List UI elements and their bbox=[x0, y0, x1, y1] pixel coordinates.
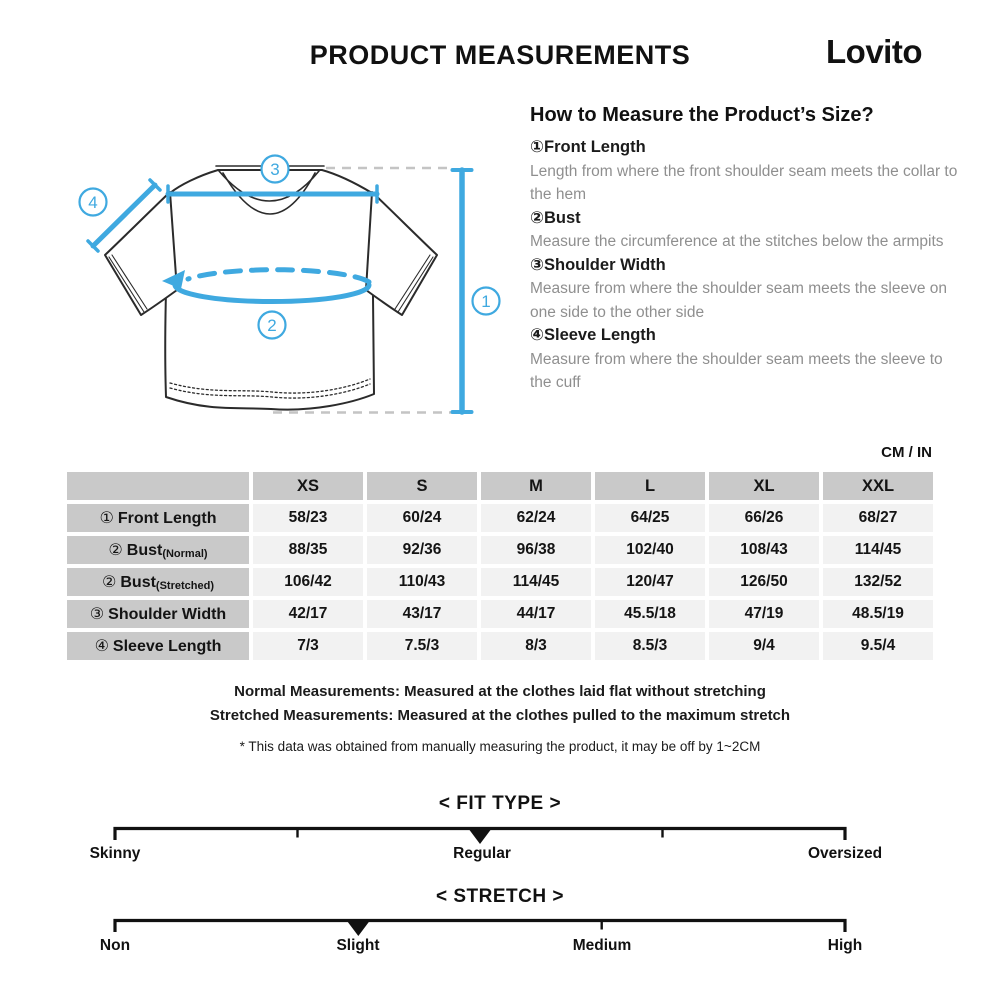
page-title: PRODUCT MEASUREMENTS bbox=[309, 40, 691, 70]
cell-value: 48.5/19 bbox=[823, 600, 933, 628]
stretch-marker bbox=[346, 920, 370, 936]
row-number: ② bbox=[108, 542, 123, 559]
callout-number-bust: 2 bbox=[267, 316, 277, 335]
cell-value: 88/35 bbox=[253, 536, 363, 564]
item-number: ① bbox=[530, 138, 544, 156]
row-number: ② bbox=[102, 574, 117, 591]
cell-value: 64/25 bbox=[595, 504, 705, 532]
cell-value: 120/47 bbox=[595, 568, 705, 596]
stretch-label-high: High bbox=[827, 937, 863, 954]
row-label: Shoulder Width bbox=[108, 606, 227, 623]
callout-number-front-length: 1 bbox=[481, 292, 491, 311]
how-to-item-front-length bbox=[530, 136, 958, 207]
cell-value: 42/17 bbox=[253, 600, 363, 628]
fit-type-label-oversized: Oversized bbox=[807, 845, 883, 862]
item-number: ③ bbox=[530, 255, 544, 274]
cell-value: 8/3 bbox=[481, 632, 591, 660]
row-sublabel: (Stretched) bbox=[155, 580, 214, 592]
cell-value: 96/38 bbox=[481, 536, 591, 564]
column-header-m: M bbox=[481, 472, 591, 500]
how-to-item-sleeve-length bbox=[530, 324, 958, 395]
tshirt-measurement-diagram bbox=[60, 128, 520, 440]
disclaimer-note: * This data was obtained from manually measuring the product, it may be off by 1~2CM bbox=[239, 739, 761, 754]
row-number: ④ bbox=[94, 638, 109, 655]
stretch-label-non: Non bbox=[99, 937, 131, 954]
cell-value: 102/40 bbox=[595, 536, 705, 564]
cell-value: 9.5/4 bbox=[823, 632, 933, 660]
table-row-front-length bbox=[67, 504, 933, 532]
how-to-heading: How to Measure the Product’s Size? bbox=[530, 104, 874, 126]
cell-value: 45.5/18 bbox=[595, 600, 705, 628]
row-number: ① bbox=[99, 510, 114, 527]
item-description: Length from where the front shoulder seam meets the collar to the hem bbox=[530, 162, 958, 203]
cell-value: 58/23 bbox=[253, 504, 363, 532]
cell-value: 68/27 bbox=[823, 504, 933, 532]
cell-value: 132/52 bbox=[823, 568, 933, 596]
stretch-title: < STRETCH > bbox=[436, 886, 564, 907]
cell-value: 43/17 bbox=[367, 600, 477, 628]
column-header-xs: XS bbox=[253, 472, 363, 500]
tshirt-right-sleeve bbox=[366, 192, 437, 315]
row-number: ③ bbox=[89, 606, 105, 623]
cell-value: 106/42 bbox=[253, 568, 363, 596]
cell-value: 110/43 bbox=[367, 568, 477, 596]
size-table bbox=[63, 468, 937, 664]
fit-type-marker bbox=[468, 828, 492, 844]
cell-value: 60/24 bbox=[367, 504, 477, 532]
cell-value: 108/43 bbox=[709, 536, 819, 564]
row-sublabel: (Normal) bbox=[162, 548, 208, 560]
item-number: ② bbox=[530, 208, 544, 227]
fit-type-label-skinny: Skinny bbox=[89, 845, 141, 862]
row-label: Bust bbox=[120, 574, 156, 591]
item-title: Bust bbox=[543, 208, 581, 227]
item-description: Measure from where the shoulder seam meets the sleeve to the cuff bbox=[530, 350, 943, 391]
fit-type-label-regular: Regular bbox=[453, 845, 511, 862]
fit-type-title: < FIT TYPE > bbox=[438, 793, 562, 814]
table-row-sleeve-length bbox=[67, 632, 933, 660]
item-title: Shoulder Width bbox=[543, 255, 666, 274]
cell-value: 126/50 bbox=[709, 568, 819, 596]
table-corner-cell bbox=[67, 472, 249, 500]
cell-value: 9/4 bbox=[709, 632, 819, 660]
cell-value: 44/17 bbox=[481, 600, 591, 628]
how-to-measure-section bbox=[530, 104, 958, 395]
how-to-item-shoulder-width bbox=[530, 254, 958, 325]
cell-value: 62/24 bbox=[481, 504, 591, 532]
cell-value: 114/45 bbox=[823, 536, 933, 564]
cell-value: 92/36 bbox=[367, 536, 477, 564]
column-header-l: L bbox=[595, 472, 705, 500]
brand-logo: Lovito bbox=[826, 33, 922, 70]
column-header-xxl: XXL bbox=[823, 472, 933, 500]
stretch-label-slight: Slight bbox=[336, 937, 380, 954]
cell-value: 7.5/3 bbox=[367, 632, 477, 660]
tshirt-outline bbox=[105, 170, 437, 410]
note-stretched: Stretched Measurements: Measured at the clothes pulled to the maximum stretch bbox=[209, 707, 791, 724]
cell-value: 7/3 bbox=[253, 632, 363, 660]
stretch-label-medium: Medium bbox=[572, 937, 632, 954]
note-normal: Normal Measurements: Measured at the clothes laid flat without stretching bbox=[234, 683, 766, 700]
cell-value: 8.5/3 bbox=[595, 632, 705, 660]
table-row-shoulder-width bbox=[67, 600, 933, 628]
column-header-s: S bbox=[367, 472, 477, 500]
callout-number-shoulder-width: 3 bbox=[270, 160, 280, 179]
row-label: Sleeve Length bbox=[112, 638, 222, 655]
unit-label: CM / IN bbox=[881, 444, 932, 461]
scale-line bbox=[115, 921, 845, 933]
table-header-row bbox=[67, 472, 933, 500]
measurement-notes bbox=[0, 680, 1000, 728]
item-number: ④ bbox=[530, 326, 544, 344]
tshirt-left-sleeve bbox=[105, 192, 177, 315]
cell-value: 114/45 bbox=[481, 568, 591, 596]
tshirt-body bbox=[165, 170, 374, 410]
table-row-bust-normal bbox=[67, 536, 933, 564]
fit-type-scale bbox=[0, 820, 1000, 848]
item-description: Measure from where the shoulder seam meets the sleeve on one side to the other side bbox=[530, 280, 947, 321]
cell-value: 47/19 bbox=[709, 600, 819, 628]
item-title: Front Length bbox=[543, 138, 646, 156]
stretch-scale bbox=[0, 912, 1000, 940]
table-row-bust-stretched bbox=[67, 568, 933, 596]
item-description: Measure the circumference at the stitches below the armpits bbox=[530, 233, 944, 250]
column-header-xl: XL bbox=[709, 472, 819, 500]
row-label: Bust bbox=[126, 542, 163, 559]
how-to-item-bust bbox=[530, 207, 958, 254]
row-label: Front Length bbox=[117, 510, 217, 527]
callout-number-sleeve-length: 4 bbox=[88, 193, 98, 212]
item-title: Sleeve Length bbox=[543, 326, 656, 344]
cell-value: 66/26 bbox=[709, 504, 819, 532]
